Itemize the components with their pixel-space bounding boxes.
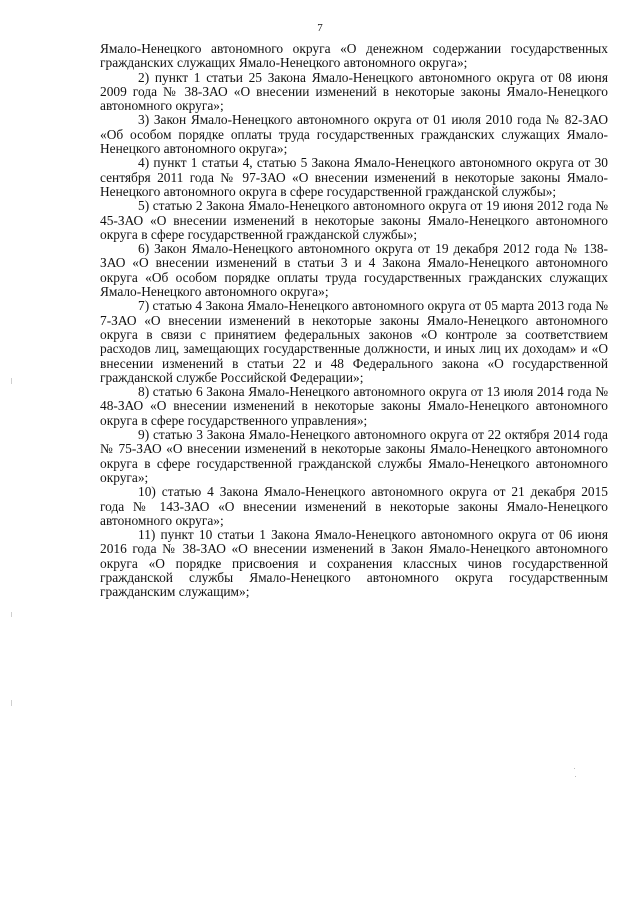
scan-artifact bbox=[575, 776, 576, 777]
page-number: 7 bbox=[317, 22, 323, 34]
scan-margin-mark bbox=[11, 378, 12, 384]
list-item-2: 2) пункт 1 статьи 25 Закона Ямало-Ненецкого автономного округа от 08 июня 2009 года № 38-ЗАО «О внесении изменений в некоторые законы Ямало-Ненецкого автономного округа»; bbox=[100, 69, 608, 114]
scan-margin-mark bbox=[11, 612, 12, 617]
list-item-8: 8) статью 6 Закона Ямало-Ненецкого автономного округа от 13 июля 2014 года № 48-ЗАО «О внесении изменений в некоторые законы Ямало-Ненецкого автономного округа в сфере государственного управления»; bbox=[100, 384, 608, 428]
scan-artifact bbox=[574, 768, 575, 769]
scan-margin-mark bbox=[11, 700, 12, 706]
list-item-9: 9) статью 3 Закона Ямало-Ненецкого автономного округа от 22 октября 2014 года № 75-ЗАО «О внесении изменений в некоторые законы Ямало-Ненецкого автономного округа в сфере государственной гражданской службы Ямало-Ненецкого автономного округа»; bbox=[100, 427, 608, 485]
list-item-11: 11) пункт 10 статьи 1 Закона Ямало-Ненецкого автономного округа от 06 июня 2016 года № 38-ЗАО «О внесении изменений в Закон Ямало-Ненецкого автономного округа «О порядке присвоения и сохранения классных чинов государственной гражданской службы Ямало-Ненецкого автономного округа государственным гражданским служащим»; bbox=[100, 527, 608, 600]
list-item-6: 6) Закон Ямало-Ненецкого автономного округа от 19 декабря 2012 года № 138-ЗАО «О внесении изменений в статьи 3 и 4 Закона Ямало-Ненецкого автономного округа «Об особом порядке оплаты труда государственных гражданских служащих Ямало-Ненецкого автономного округа»; bbox=[100, 241, 608, 300]
list-item-7: 7) статью 4 Закона Ямало-Ненецкого автономного округа от 05 марта 2013 года № 7-ЗАО «О внесении изменений в некоторые законы Ямало-Ненецкого автономного округа в связи с принятием федеральных законов «О контроле за соответствием расходов лиц, замещающих государственные должности, и иных лиц их доходам» и «О внесении изменений в статьи 22 и 48 Федерального закона «О государственной гражданской службе Российской Федерации»; bbox=[100, 298, 608, 385]
list-item-4: 4) пункт 1 статьи 4, статью 5 Закона Ямало-Ненецкого автономного округа от 30 сентября 2011 года № 97-ЗАО «О внесении изменений в некоторые законы Ямало-Ненецкого автономного округа в сфере государственной гражданской службы»; bbox=[100, 155, 608, 199]
body-text bbox=[100, 42, 608, 600]
paragraph-continuation: Ямало-Ненецкого автономного округа «О денежном содержании государственных гражданских служащих Ямало-Ненецкого автономного округа»; bbox=[100, 41, 608, 71]
list-item-10: 10) статью 4 Закона Ямало-Ненецкого автономного округа от 21 декабря 2015 года № 143-ЗАО «О внесении изменений в некоторые законы Ямало-Ненецкого автономного округа»; bbox=[100, 484, 608, 528]
list-item-3: 3) Закон Ямало-Ненецкого автономного округа от 01 июля 2010 года № 82-ЗАО «Об особом порядке оплаты труда государственных гражданских служащих Ямало-Ненецкого автономного округа»; bbox=[100, 112, 608, 157]
list-item-5: 5) статью 2 Закона Ямало-Ненецкого автономного округа от 19 июня 2012 года № 45-ЗАО «О внесении изменений в некоторые законы Ямало-Ненецкого автономного округа в сфере государственной гражданской службы»; bbox=[100, 198, 608, 242]
